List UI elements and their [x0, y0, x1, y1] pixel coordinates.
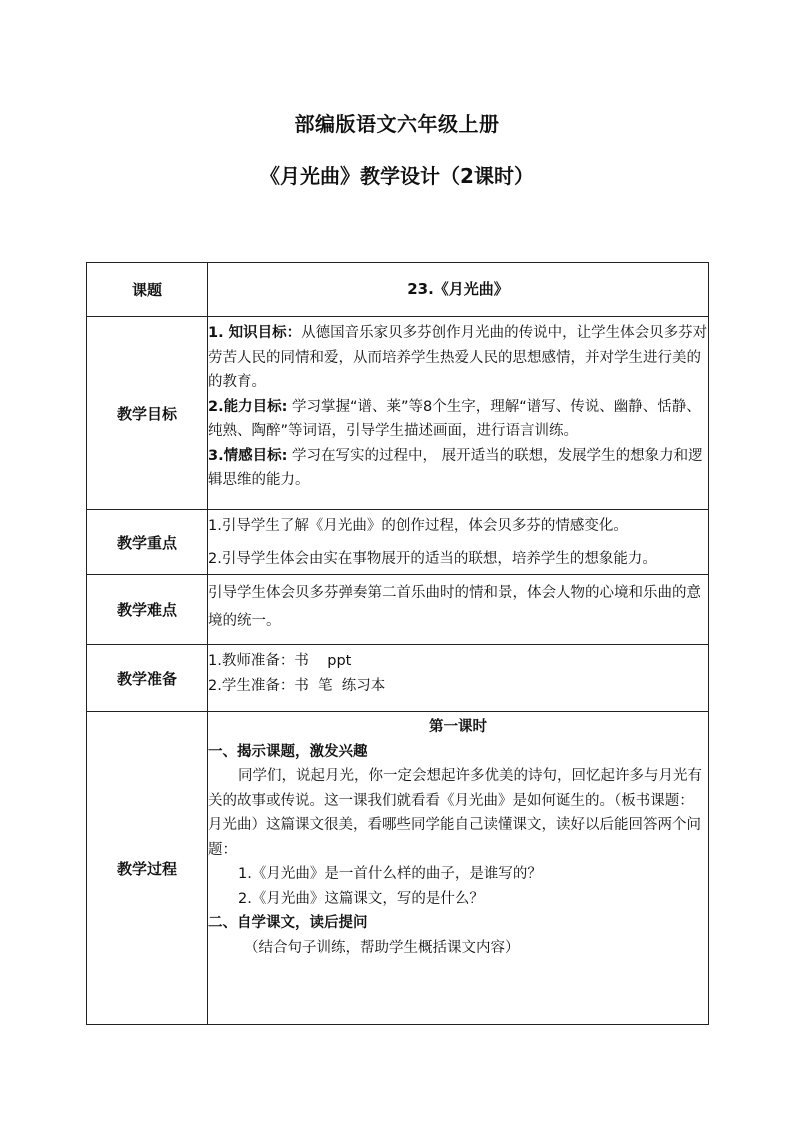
subject-label: 课题 — [87, 263, 208, 317]
goals-label: 教学目标 — [87, 317, 208, 510]
paragraph: 同学们，说起月光，你一定会想起许多优美的诗句，回忆起许多与月光有关的故事或传说。这一课我们就看看《月光曲》是如何诞生的。（板书课题：月光曲）这篇课文很美，看哪些同学能自己读懂课文，读好以后能回答两个问题： — [208, 768, 702, 858]
focus-item: 1.引导学生了解《月光曲》的创作过程，体会贝多芬的情感变化。 — [208, 518, 628, 534]
section-heading: 二、自学课文，读后提问 — [208, 915, 368, 931]
prep-content — [208, 645, 709, 712]
document-title: 部编版语文六年级上册 — [294, 112, 500, 136]
difficulty-label: 教学难点 — [87, 575, 208, 645]
section-heading: 一、揭示课题，激发兴趣 — [208, 743, 368, 760]
prep-item: 1.教师准备：书 ppt — [208, 653, 352, 669]
focus-item: 2.引导学生体会由实在事物展开的适当的联想，培养学生的想象能力。 — [208, 550, 657, 567]
question-item: 2.《月光曲》这篇课文，写的是什么？ — [238, 890, 484, 907]
focus-label: 教学重点 — [87, 510, 208, 575]
lesson-plan-table — [86, 262, 709, 1025]
table-row — [87, 510, 709, 575]
goals-content — [208, 317, 709, 510]
table-row — [87, 263, 709, 317]
subject-value: 23.《月光曲》 — [407, 280, 509, 299]
goal-item: 3.情感目标: 学习在写实的过程中， 展开适当的联想，发展学生的想象力和逻辑思维的能力。 — [208, 447, 703, 488]
prep-item: 2.学生准备：书 笔 练习本 — [208, 677, 386, 694]
process-label: 教学过程 — [87, 712, 208, 1025]
goal-item: 1. 知识目标：从德国音乐家贝多芬创作月光曲的传说中，让学生体会贝多芬对劳苦人民的同情和爱，从而培养学生热爱人民的思想感情，并对学生进行美的的教育。 — [208, 325, 708, 390]
table-row — [87, 317, 709, 510]
process-content — [208, 712, 709, 1025]
document-subtitle: 《月光曲》教学设计（2课时） — [260, 164, 534, 188]
difficulty-content: 引导学生体会贝多芬弹奏第二首乐曲时的情和景，体会人物的心境和乐曲的意境的统一。 — [208, 575, 709, 645]
question-item: 1.《月光曲》是一首什么样的曲子，是谁写的？ — [238, 866, 542, 882]
note: （结合句子训练，帮助学生概括课文内容） — [244, 939, 520, 956]
table-row — [87, 645, 709, 712]
table-row — [87, 712, 709, 1025]
table-row — [87, 575, 709, 645]
prep-label: 教学准备 — [87, 645, 208, 712]
goal-item: 2.能力目标: 学习掌握“谱、莱”等8个生字，理解“谱写、传说、幽静、恬静、纯熟、陶醉”等词语，引导学生描述画面，进行语言训练。 — [208, 398, 701, 439]
focus-content — [208, 510, 709, 575]
lesson-title: 第一课时 — [429, 719, 487, 735]
